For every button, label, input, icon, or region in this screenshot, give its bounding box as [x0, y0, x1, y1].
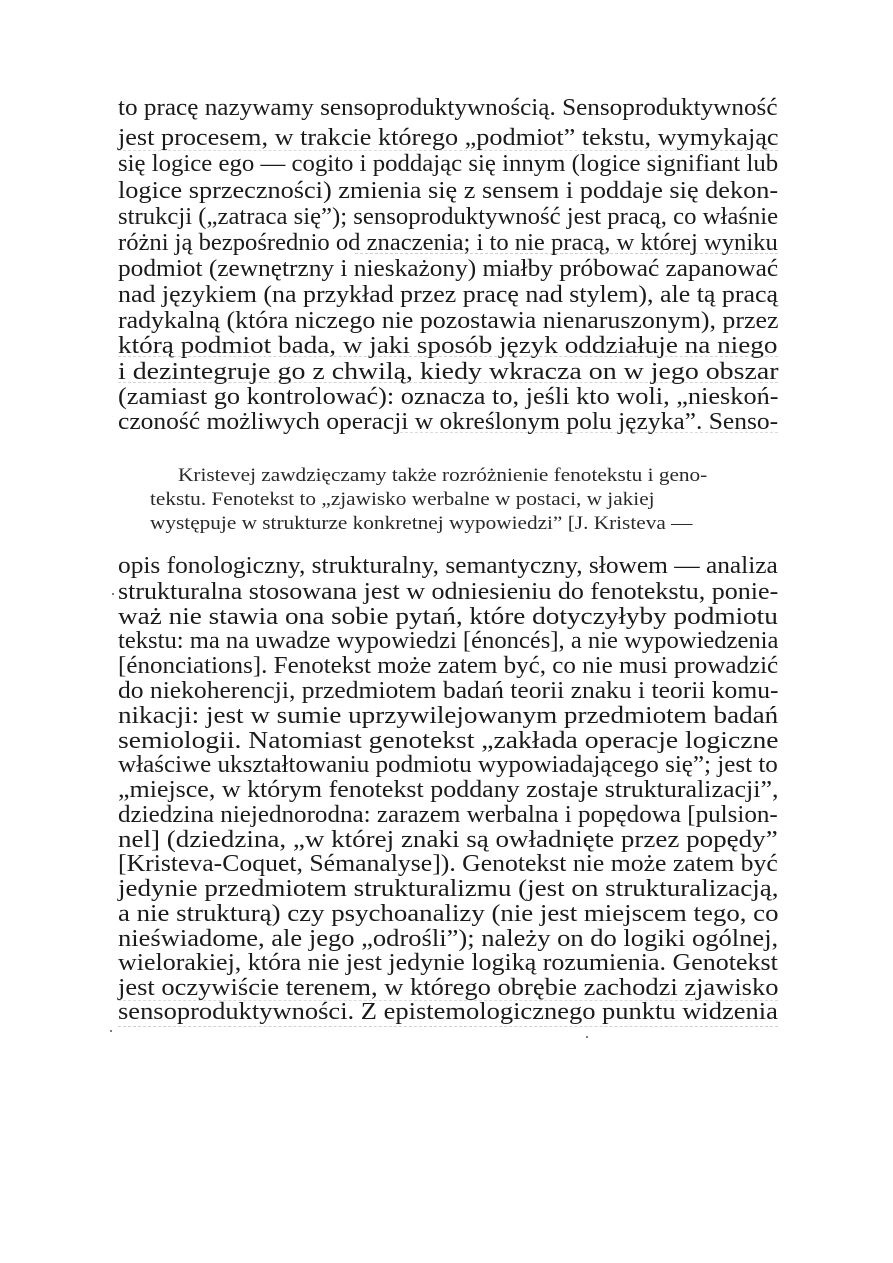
text-line: nel] (dziedzina, „w której znaki są owładnięte przez popędy”: [118, 827, 778, 853]
text-line: czoność możliwych operacji w określonym polu języka”. Senso-: [118, 409, 779, 435]
footnote-line: Kristevej zawdzięczamy także rozróżnienie fenotekstu i geno-: [178, 466, 708, 486]
scan-underline-mark: [118, 1026, 778, 1027]
footnote-line: tekstu. Fenotekst to „zjawisko werbalne w postaci, w jakiej: [150, 490, 655, 510]
text-line: którą podmiot bada, w jaki sposób język oddziałuje na niego: [118, 333, 778, 359]
text-line: [Kristeva-Coquet, Sémanalyse]). Genotekst nie może zatem być: [118, 851, 778, 877]
scan-underline-mark: [400, 432, 778, 433]
text-line: a nie strukturą) czy psychoanalizy (nie jest miejscem tego, co: [118, 901, 779, 927]
text-line: [énonciations]. Fenotekst może zatem być, co nie musi prowadzić: [118, 653, 779, 679]
text-line: się logice ego — cogito i poddając się innym (logice signifiant lub: [118, 151, 779, 177]
scan-underline-mark: [355, 253, 778, 254]
text-line: semiologii. Natomiast genotekst „zakłada operacje logiczne: [118, 728, 779, 754]
footnote-line: występuje w strukturze konkretnej wypowiedzi” [J. Kristeva —: [150, 514, 693, 534]
text-line: radykalną (która niczego nie pozostawia nienaruszonym), przez: [118, 308, 779, 334]
scan-underline-mark: [118, 382, 778, 383]
text-line: (zamiast go kontrolować): oznacza to, jeśli kto woli, „nieskoń-: [118, 384, 779, 410]
text-line: podmiot (zewnętrzny i nieskażony) miałby próbować zapanować: [118, 256, 779, 282]
text-line: strukturalna stosowana jest w odniesieniu do fenotekstu, ponie-: [118, 579, 779, 605]
text-line: to pracę nazywamy sensoproduktywnością. Sensoproduktywność: [118, 95, 778, 121]
text-line: sensoproduktywności. Z epistemologicznego punktu widzenia: [118, 999, 778, 1025]
scan-underline-mark: [118, 150, 778, 151]
text-line: jest oczywiście terenem, w którego obrębie zachodzi zjawisko: [118, 975, 779, 1001]
text-line: dziedzina niejednorodna: zarazem werbalna i popędowa [pulsion-: [118, 802, 778, 828]
text-line: właściwe ukształtowaniu podmiotu wypowiadającego się”; jest to: [118, 752, 778, 778]
scan-speck: [110, 1030, 112, 1032]
text-line: różni ją bezpośrednio od znaczenia; i to nie pracą, w której wyniku: [118, 230, 778, 256]
scan-speck: [586, 1036, 588, 1038]
text-line: waż nie stawia ona sobie pytań, które dotyczyłyby podmiotu: [118, 604, 778, 630]
text-line: logice sprzeczności) zmienia się z sensem i poddaje się dekon-: [118, 178, 779, 204]
text-line: i dezintegruje go z chwilą, kiedy wkracza on w jego obszar: [118, 359, 779, 385]
text-line: do niekoherencji, przedmiotem badań teorii znaku i teorii komu-: [118, 678, 779, 704]
text-line: jedynie przedmiotem strukturalizmu (jest on strukturalizacją,: [118, 876, 779, 902]
scan-underline-mark: [118, 356, 778, 357]
text-line: opis fonologiczny, strukturalny, semantyczny, słowem — analiza: [118, 553, 778, 579]
scan-speck: [112, 593, 114, 595]
text-line: nad językiem (na przykład przez pracę nad stylem), ale tą pracą: [118, 282, 779, 308]
text-line: nieświadome, ale jego „odrośli”); należy on do logiki ogólnej,: [118, 926, 779, 952]
text-line: strukcji („zatraca się”); sensoproduktywność jest pracą, co właśnie: [118, 204, 779, 230]
text-line: jest procesem, w trakcie którego „podmiot” tekstu, wymykając: [118, 125, 779, 151]
text-line: „miejsce, w którym fenotekst poddany zostaje strukturalizacji”,: [118, 777, 779, 803]
text-line: nikacji: jest w sumie uprzywilejowanym przedmiotem badań: [118, 703, 779, 729]
text-line: tekstu: ma na uwadze wypowiedzi [énoncés], a nie wypowiedzenia: [118, 628, 779, 654]
scan-underline-mark: [118, 1000, 778, 1001]
text-line: wielorakiej, która nie jest jedynie logiką rozumienia. Genotekst: [118, 950, 778, 976]
